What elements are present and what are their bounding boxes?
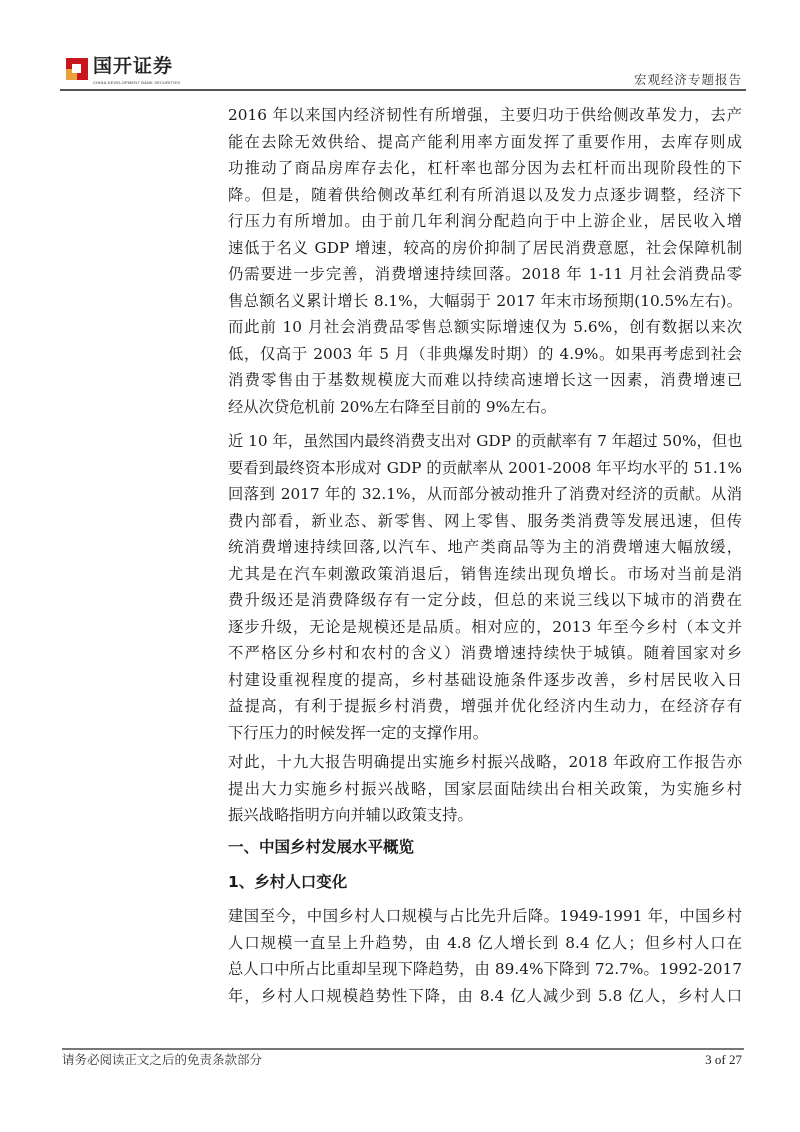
subsection-heading: 1、乡村人口变化 xyxy=(228,873,348,891)
text-line: 而此前 10 月社会消费品零售总额实际增速仅为 5.6%，创有数据以来次 xyxy=(228,318,742,336)
text-line: 人口规模一直呈上升趋势，由 4.8 亿人增长到 8.4 亿人；但乡村人口在 xyxy=(228,933,742,952)
footer-divider xyxy=(62,1048,744,1050)
company-logo-icon xyxy=(66,58,88,80)
disclaimer-note: 请务必阅读正文之后的免责条款部分 xyxy=(62,1052,263,1067)
text-line: 功推动了商品房库存去化，杠杆率也部分因为去杠杆而出现阶段性的下 xyxy=(228,159,742,177)
paragraph-1 xyxy=(228,102,742,420)
paragraph-2 xyxy=(228,428,742,746)
paragraph-4 xyxy=(228,903,742,1009)
text-line: 近 10 年，虽然国内最终消费支出对 GDP 的贡献率有 7 年超过 50%，但也 xyxy=(228,432,742,450)
text-line: 下行压力的时候发挥一定的支撑作用。 xyxy=(228,723,489,742)
text-line: 消费零售由于基数规模庞大而难以持续高速增长这一因素，消费增速已 xyxy=(228,371,742,389)
company-name: 国开证券 xyxy=(93,55,174,77)
text-line: 降。但是，随着供给侧改革红利有所消退以及发力点逐步调整，经济下 xyxy=(228,185,742,204)
text-line: 对此，十九大报告明确提出实施乡村振兴战略，2018 年政府工作报告亦 xyxy=(228,753,742,771)
text-line: 行压力有所增加。由于前几年利润分配趋向于中上游企业，居民收入增 xyxy=(228,212,742,230)
text-line: 建国至今，中国乡村人口规模与占比先升后降。1949-1991 年，中国乡村 xyxy=(228,907,742,925)
page-number: 3 of 27 xyxy=(705,1052,742,1067)
text-line: 提出大力实施乡村振兴战略，国家层面陆续出台相关政策，为实施乡村 xyxy=(228,779,742,798)
text-line: 售总额名义累计增长 8.1%，大幅弱于 2017 年末市场预期(10.5%左右)。 xyxy=(228,291,742,310)
company-name-en: CHINA DEVELOPMENT BANK SECURITIES xyxy=(93,80,181,85)
header-divider xyxy=(60,89,746,91)
text-line: 回落到 2017 年的 32.1%，从而部分被动推升了消费对经济的贡献。从消 xyxy=(228,485,742,503)
text-line: 益提高，有利于提振乡村消费，增强并优化经济内生动力，在经济存有 xyxy=(228,697,742,715)
paragraph-3 xyxy=(228,749,742,829)
text-line: 费升级还是消费降级存有一定分歧，但总的来说三线以下城市的消费在 xyxy=(228,591,742,609)
text-line: 2016 年以来国内经济韧性有所增强，主要归功于供给侧改革发力，去产 xyxy=(228,106,742,124)
text-line: 总人口中所占比重却呈现下降趋势，由 89.4%下降到 72.7%。1992-2017 xyxy=(228,960,742,978)
text-line: 速低于名义 GDP 增速，较高的房价抑制了居民消费意愿，社会保障机制 xyxy=(228,238,742,257)
text-line: 仍需要进一步完善，消费增速持续回落。2018 年 1-11 月社会消费品零 xyxy=(228,265,742,283)
text-line: 低，仅高于 2003 年 5 月（非典爆发时期）的 4.9%。如果再考虑到社会 xyxy=(228,344,742,363)
section-heading: 一、中国乡村发展水平概览 xyxy=(228,838,415,856)
text-line: 统消费增速持续回落,以汽车、地产类商品等为主的消费增速大幅放缓， xyxy=(228,538,742,556)
report-type: 宏观经济专题报告 xyxy=(633,72,742,87)
text-line: 要看到最终资本形成对 GDP 的贡献率从 2001-2008 年平均水平的 51.1% xyxy=(228,458,742,477)
text-line: 能在去除无效供给、提高产能利用率方面发挥了重要作用，去库存则成 xyxy=(228,132,742,151)
text-line: 年，乡村人口规模趋势性下降，由 8.4 亿人减少到 5.8 亿人，乡村人口 xyxy=(228,986,742,1005)
text-line: 尤其是在汽车刺激政策消退后，销售连续出现负增长。市场对当前是消 xyxy=(228,564,742,583)
text-line: 不严格区分乡村和农村的含义）消费增速持续快于城镇。随着国家对乡 xyxy=(228,644,742,662)
text-line: 振兴战略指明方向并辅以政策支持。 xyxy=(228,806,473,824)
text-line: 村建设重视程度的提高，乡村基础设施条件逐步改善，乡村居民收入日 xyxy=(228,670,742,689)
text-line: 费内部看，新业态、新零售、网上零售、服务类消费等发展迅速，但传 xyxy=(228,511,742,530)
text-line: 经从次贷危机前 20%左右降至目前的 9%左右。 xyxy=(228,397,557,416)
text-line: 逐步升级，无论是规模还是品质。相对应的，2013 年至今乡村（本文并 xyxy=(228,617,742,636)
